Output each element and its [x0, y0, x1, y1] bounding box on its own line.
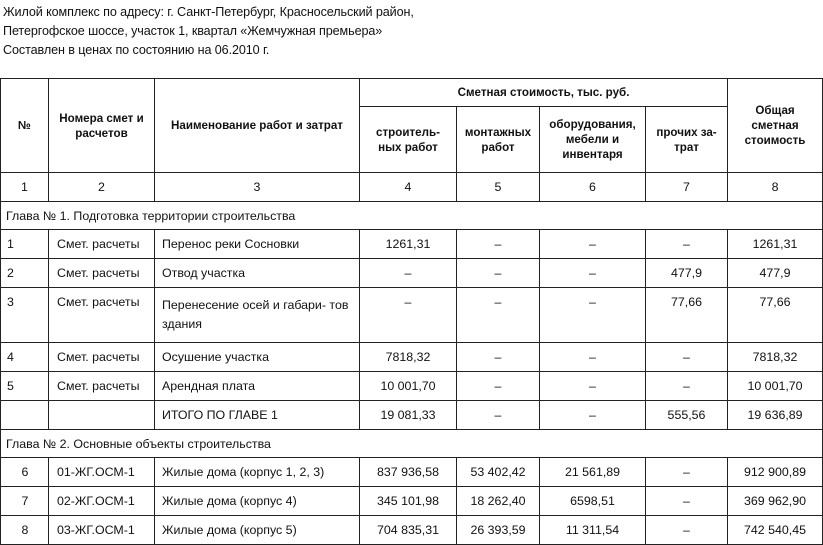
column-number: 8 — [728, 173, 823, 202]
row-estimate-ref: 03-ЖГ.ОСМ-1 — [49, 516, 155, 545]
row-work-name: Осушение участка — [155, 343, 360, 372]
header-work-name: Наименование работ и затрат — [155, 79, 360, 173]
row-other-cost: 477,9 — [646, 259, 728, 288]
row-total-cost: 912 900,89 — [728, 458, 823, 487]
row-equipment-cost: – — [540, 230, 646, 259]
header-no: № — [1, 79, 49, 173]
row-total-cost: 1261,31 — [728, 230, 823, 259]
row-estimate-ref: 02-ЖГ.ОСМ-1 — [49, 487, 155, 516]
subtotal-total-cost: 19 636,89 — [728, 401, 823, 430]
row-equipment-cost: 21 561,89 — [540, 458, 646, 487]
row-construction-cost: 704 835,31 — [360, 516, 457, 545]
chapter-2-heading — [1, 430, 823, 458]
row-installation-cost: – — [457, 372, 540, 401]
row-estimate-ref: Смет. расчеты — [49, 230, 155, 259]
row-other-cost: – — [646, 487, 728, 516]
row-number: 6 — [1, 458, 49, 487]
caption-address-line: Жилой комплекс по адресу: г. Санкт-Петербург, Красносельский район, — [3, 5, 414, 19]
row-number: 5 — [1, 372, 49, 401]
header-equipment: оборудования, мебели и инвентаря — [540, 107, 646, 173]
row-other-cost: 77,66 — [646, 288, 728, 343]
subtotal-equipment-cost: – — [540, 401, 646, 430]
table-row — [1, 516, 823, 545]
row-work-name: Жилые дома (корпус 1, 2, 3) — [155, 458, 360, 487]
table-row — [1, 487, 823, 516]
row-construction-cost: 7818,32 — [360, 343, 457, 372]
column-number: 5 — [457, 173, 540, 202]
row-equipment-cost: 11 311,54 — [540, 516, 646, 545]
row-number: 1 — [1, 230, 49, 259]
column-number-row — [1, 173, 823, 202]
row-construction-cost: 837 936,58 — [360, 458, 457, 487]
row-estimate-ref: Смет. расчеты — [49, 343, 155, 372]
subtotal-other-cost: 555,56 — [646, 401, 728, 430]
row-estimate-ref: Смет. расчеты — [49, 259, 155, 288]
row-work-name: Арендная плата — [155, 372, 360, 401]
column-number: 3 — [155, 173, 360, 202]
subtotal-installation-cost: – — [457, 401, 540, 430]
row-installation-cost: 18 262,40 — [457, 487, 540, 516]
column-number: 6 — [540, 173, 646, 202]
table-row — [1, 259, 823, 288]
row-total-cost: 77,66 — [728, 288, 823, 343]
estimate-table — [0, 78, 823, 545]
row-other-cost: – — [646, 458, 728, 487]
row-total-cost: 7818,32 — [728, 343, 823, 372]
row-equipment-cost: 6598,51 — [540, 487, 646, 516]
row-estimate-ref: Смет. расчеты — [49, 372, 155, 401]
row-other-cost: – — [646, 372, 728, 401]
row-construction-cost: – — [360, 259, 457, 288]
subtotal-label: ИТОГО ПО ГЛАВЕ 1 — [155, 401, 360, 430]
row-estimate-ref: 01-ЖГ.ОСМ-1 — [49, 458, 155, 487]
chapter-title: Глава № 2. Основные объекты строительства — [1, 430, 823, 458]
row-construction-cost: 345 101,98 — [360, 487, 457, 516]
table-row — [1, 372, 823, 401]
row-installation-cost: – — [457, 259, 540, 288]
caption-address-line-2: Петергофское шоссе, участок 1, квартал «Жемчужная премьера» — [3, 24, 383, 38]
row-equipment-cost: – — [540, 372, 646, 401]
table-row — [1, 288, 823, 343]
subtotal-construction-cost: 19 081,33 — [360, 401, 457, 430]
table-row — [1, 230, 823, 259]
row-number: 3 — [1, 288, 49, 343]
row-installation-cost: – — [457, 230, 540, 259]
column-number: 1 — [1, 173, 49, 202]
row-other-cost: – — [646, 343, 728, 372]
header-estimate-numbers: Номера смет и расчетов — [49, 79, 155, 173]
row-installation-cost: – — [457, 343, 540, 372]
chapter-1-subtotal-row — [1, 401, 823, 430]
column-number: 2 — [49, 173, 155, 202]
column-number: 4 — [360, 173, 457, 202]
row-construction-cost: – — [360, 288, 457, 343]
subtotal-empty-cell — [49, 401, 155, 430]
header-total: Общая сметная стоимость — [728, 79, 823, 173]
table-row — [1, 458, 823, 487]
row-work-name: Жилые дома (корпус 5) — [155, 516, 360, 545]
header-other: прочих за- трат — [646, 107, 728, 173]
row-equipment-cost: – — [540, 343, 646, 372]
row-work-name: Перенос реки Сосновки — [155, 230, 360, 259]
document-caption — [3, 3, 818, 60]
header-estimated-cost: Сметная стоимость, тыс. руб. — [360, 79, 728, 107]
row-installation-cost: 53 402,42 — [457, 458, 540, 487]
column-number: 7 — [646, 173, 728, 202]
row-number: 4 — [1, 343, 49, 372]
row-total-cost: 10 001,70 — [728, 372, 823, 401]
row-number: 2 — [1, 259, 49, 288]
row-work-name: Жилые дома (корпус 4) — [155, 487, 360, 516]
row-installation-cost: 26 393,59 — [457, 516, 540, 545]
chapter-title: Глава № 1. Подготовка территории строительства — [1, 202, 823, 230]
row-number: 7 — [1, 487, 49, 516]
row-total-cost: 742 540,45 — [728, 516, 823, 545]
table-row — [1, 343, 823, 372]
row-equipment-cost: – — [540, 288, 646, 343]
row-total-cost: 477,9 — [728, 259, 823, 288]
row-other-cost: – — [646, 516, 728, 545]
row-work-name: Отвод участка — [155, 259, 360, 288]
header-installation: монтажных работ — [457, 107, 540, 173]
row-equipment-cost: – — [540, 259, 646, 288]
header-construction: строитель- ных работ — [360, 107, 457, 173]
subtotal-empty-cell — [1, 401, 49, 430]
row-construction-cost: 1261,31 — [360, 230, 457, 259]
row-installation-cost: – — [457, 288, 540, 343]
row-work-name: Перенесение осей и габари- тов здания — [155, 288, 360, 343]
row-other-cost: – — [646, 230, 728, 259]
row-construction-cost: 10 001,70 — [360, 372, 457, 401]
chapter-1-heading — [1, 202, 823, 230]
row-number: 8 — [1, 516, 49, 545]
header-row — [1, 79, 823, 107]
caption-price-date: Составлен в ценах по состоянию на 06.2010 г. — [3, 43, 270, 57]
row-estimate-ref: Смет. расчеты — [49, 288, 155, 343]
row-total-cost: 369 962,90 — [728, 487, 823, 516]
